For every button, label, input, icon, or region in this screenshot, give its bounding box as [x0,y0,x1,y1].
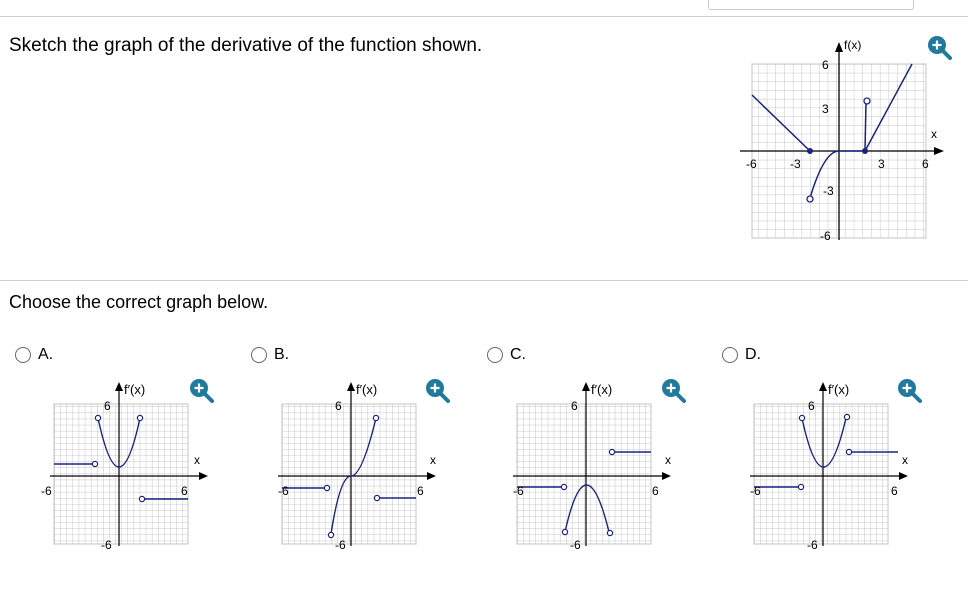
option-a-radio[interactable] [15,346,53,364]
tick-label: -6 [335,538,346,552]
tick-label: -3 [790,157,801,171]
tick-label: -6 [278,484,289,498]
open-point [864,98,870,104]
option-d-radio[interactable] [722,346,761,364]
tick-label: -6 [746,157,757,171]
radio-button[interactable] [15,347,31,363]
tick-label: 6 [104,399,111,413]
tick-label: -3 [823,184,834,198]
graph-label: f(x) [844,38,862,52]
option-letter: A. [38,346,54,363]
x-axis-label: x [902,453,908,467]
x-axis-label: x [430,453,436,467]
tick-label: -6 [41,484,52,498]
tick-label: -6 [820,229,831,243]
zoom-in-icon[interactable] [424,377,450,403]
zoom-in-icon[interactable] [926,34,952,60]
tick-label: 6 [922,157,929,171]
open-point [807,196,813,202]
zoom-in-icon[interactable] [188,377,214,403]
x-axis-label: x [931,127,937,141]
graph-label: f′(x) [124,382,146,397]
option-a-graph[interactable] [36,376,216,556]
option-letter: B. [274,346,290,363]
graph-label: f′(x) [591,382,613,397]
tick-label: 6 [822,58,829,72]
radio-button[interactable] [487,347,503,363]
radio-button[interactable] [722,347,738,363]
tick-label: 6 [335,399,342,413]
tick-label: -6 [807,538,818,552]
x-axis-label: x [665,453,671,467]
tick-label: 6 [571,399,578,413]
option-letter: D. [745,346,761,363]
section-divider [0,280,968,281]
tick-label: 6 [417,484,424,498]
tick-label: 6 [181,484,188,498]
tick-label: -6 [570,538,581,552]
tick-label: 3 [878,157,885,171]
radio-button[interactable] [251,347,267,363]
option-d-graph[interactable] [742,376,922,556]
closed-point [807,148,813,154]
main-graph [732,38,952,246]
tick-label: -6 [101,538,112,552]
option-c-graph[interactable] [505,376,685,556]
option-b-graph[interactable] [270,376,450,556]
tick-label: -6 [513,484,524,498]
closed-point [862,148,868,154]
option-b-radio[interactable] [251,346,289,364]
tick-label: 6 [652,484,659,498]
tick-label: -6 [750,484,761,498]
graph-label: f′(x) [828,382,850,397]
tick-label: 3 [822,102,829,116]
tick-label: 6 [808,399,815,413]
graph-label: f′(x) [356,382,378,397]
question-prompt: Sketch the graph of the derivative of the function shown. [9,35,483,56]
x-axis-label: x [194,453,200,467]
zoom-in-icon[interactable] [896,377,922,403]
option-c-radio[interactable] [487,346,526,364]
answer-box[interactable] [708,0,914,10]
zoom-in-icon[interactable] [660,377,686,403]
instruction-text: Choose the correct graph below. [9,292,269,312]
tick-label: 6 [891,484,898,498]
top-divider [0,16,968,17]
option-letter: C. [510,346,526,363]
